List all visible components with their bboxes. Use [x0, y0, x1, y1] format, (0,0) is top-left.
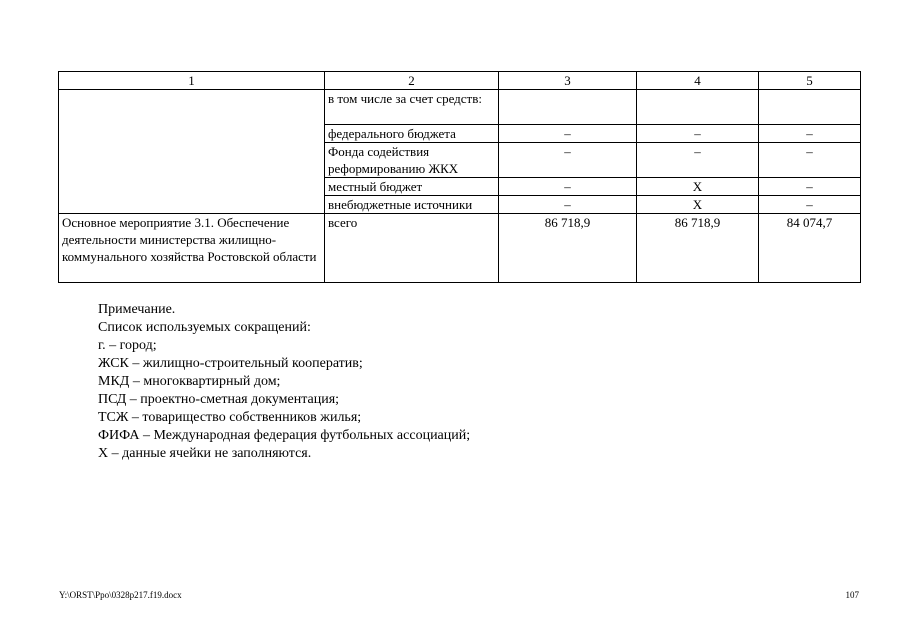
table-cell: внебюджетные источники — [325, 196, 499, 214]
table-cell: 86 718,9 — [499, 214, 637, 283]
table-row — [59, 214, 861, 283]
table-cell: Х — [637, 178, 759, 196]
notes-line: Список используемых сокращений: — [98, 320, 311, 335]
table-cell: – — [499, 125, 637, 143]
table-cell: 86 718,9 — [637, 214, 759, 283]
notes-line: ФИФА – Международная федерация футбольных ассоциаций; — [98, 428, 471, 443]
table-cell: – — [759, 178, 861, 196]
header-cell: 4 — [637, 72, 759, 90]
header-cell: 1 — [59, 72, 325, 90]
header-cell: 3 — [499, 72, 637, 90]
table-cell: – — [637, 143, 759, 178]
table-cell: – — [637, 125, 759, 143]
table-cell: федерального бюджета — [325, 125, 499, 143]
notes-line: г. – город; — [98, 338, 157, 353]
table-cell — [759, 90, 861, 125]
table-cell: в том числе за счет средств: — [325, 90, 499, 125]
table-cell: всего — [325, 214, 499, 283]
table-cell: Основное мероприятие 3.1. Обеспечение деятельности министерства жилищно-коммунального хозяйства Ростовской области — [59, 214, 325, 283]
table-cell: – — [499, 196, 637, 214]
table-cell: Фонда содействия реформированию ЖКХ — [325, 143, 499, 178]
header-cell: 2 — [325, 72, 499, 90]
notes-line: МКД – многоквартирный дом; — [98, 374, 281, 389]
notes-line: ПСД – проектно-сметная документация; — [98, 392, 340, 407]
table-cell: – — [759, 143, 861, 178]
notes-line: ЖСК – жилищно-строительный кооператив; — [98, 356, 363, 371]
table-cell: местный бюджет — [325, 178, 499, 196]
table-cell — [59, 90, 325, 214]
table-cell — [637, 90, 759, 125]
notes-title: Примечание. — [98, 302, 176, 317]
notes-line: Х – данные ячейки не заполняются. — [98, 446, 312, 461]
table-row — [59, 90, 861, 125]
table-cell: – — [759, 125, 861, 143]
table-header-row — [59, 72, 861, 90]
table-cell: Х — [637, 196, 759, 214]
table-cell: – — [759, 196, 861, 214]
budget-table — [58, 71, 861, 283]
notes-line: ТСЖ – товарищество собственников жилья; — [98, 410, 362, 425]
notes-block — [98, 301, 470, 463]
table-cell: – — [499, 178, 637, 196]
table-cell — [499, 90, 637, 125]
table-cell: – — [499, 143, 637, 178]
page-number: 107 — [845, 590, 859, 600]
table-cell: 84 074,7 — [759, 214, 861, 283]
header-cell: 5 — [759, 72, 861, 90]
footer-file-path: Y:\ORST\Ppo\0328p217.f19.docx — [59, 590, 182, 600]
